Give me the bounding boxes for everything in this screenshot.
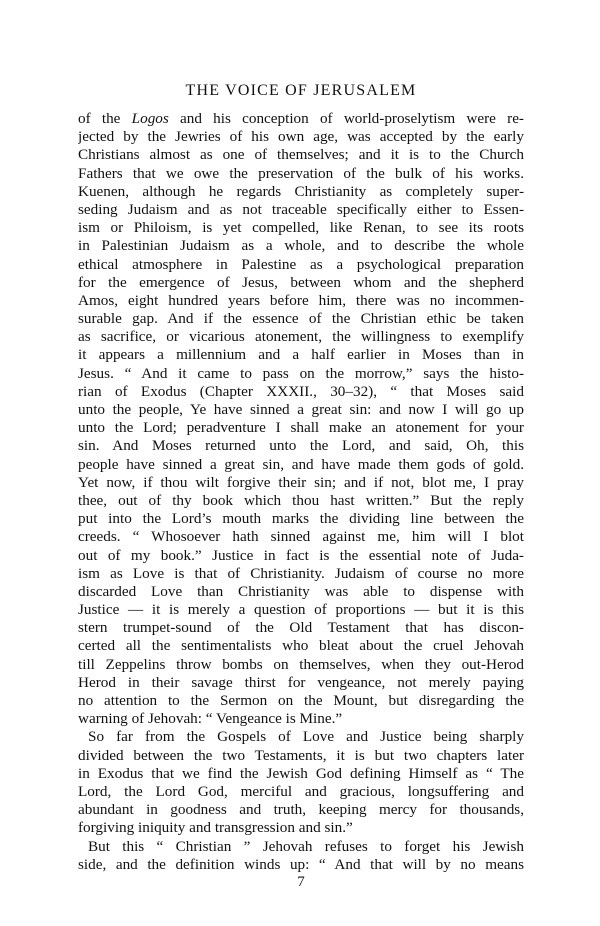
text-line: surable gap. And if the essence of the Christian ethic be taken <box>78 310 524 328</box>
text-line: as sacrifice, or vicarious atonement, the willingness to exemplify <box>78 328 524 346</box>
text-line: seding Judaism and as not traceable specifically either to Essen- <box>78 200 524 218</box>
page-number: 7 <box>297 873 305 890</box>
text-line: in Palestinian Judaism as a whole, and to describe the whole <box>78 237 524 255</box>
text-line: discarded Love than Christianity was able to dispense with <box>78 582 524 600</box>
text-line: thee, out of thy book which thou hast written.” But the reply <box>78 491 524 509</box>
text-line: unto the people, Ye have sinned a great sin: and now I will go up <box>78 401 524 418</box>
text-line: sin. And Moses returned unto the Lord, and said, Oh, this <box>78 437 524 455</box>
text-line: But this “ Christian ” Jehovah refuses to forget his Jewish <box>88 837 524 855</box>
text-line: divided between the two Testaments, it is but two chapters later <box>78 746 524 764</box>
text-line: creeds. “ Whosoever hath sinned against me, him will I blot <box>78 528 524 546</box>
text-line: out of my book.” Justice in fact is the essential note of Juda- <box>78 546 524 564</box>
text-line: Lord, the Lord God, merciful and gracious, longsuffering and <box>78 782 524 800</box>
text-line: Jesus. “ And it came to pass on the morrow,” says the histo- <box>78 364 524 382</box>
text-line: certed all the sentimentalists who bleat about the cruel Jehovah <box>78 637 524 655</box>
book-page <box>78 82 524 891</box>
text-line: warning of Jehovah: “ Vengeance is Mine.” <box>78 710 343 728</box>
text-line: for the emergence of Jesus, between whom and the shepherd <box>78 273 524 291</box>
text-line: abundant in goodness and truth, keeping mercy for thousands, <box>78 801 524 819</box>
text-line: So far from the Gospels of Love and Justice being sharply <box>88 728 524 746</box>
text-line: ism or Philoism, is yet compelled, like Renan, to see its roots <box>78 219 524 237</box>
text-line: Christians almost as one of themselves; and it is to the Church <box>78 146 524 164</box>
text-line: stern trumpet-sound of the Old Testament that has discon- <box>78 619 524 637</box>
text-line: unto the Lord; peradventure I shall make an atonement for your <box>78 419 524 437</box>
italic-term: Logos <box>131 110 169 127</box>
text-line: Yet now, if thou wilt forgive their sin; and if not, blot me, I pray <box>78 473 524 491</box>
text-line: it appears a millennium and a half earlier in Moses than in <box>78 346 524 364</box>
text-line: Kuenen, although he regards Christianity as completely super- <box>78 182 524 200</box>
text-line: people have sinned a great sin, and have made them gods of gold. <box>78 455 524 473</box>
text-line: Justice — it is merely a question of proportions — but it is this <box>78 601 524 619</box>
text-line: jected by the Jewries of his own age, was accepted by the early <box>78 128 524 146</box>
text-line: till Zeppelins throw bombs on themselves, when they out-Herod <box>78 655 524 673</box>
text-line: forgiving iniquity and transgression and sin.” <box>78 819 353 837</box>
text-line: Amos, eight hundred years before him, there was no incommen- <box>78 291 524 309</box>
running-head: THE VOICE OF JERUSALEM <box>185 82 417 99</box>
text-line: Fathers that we owe the preservation of the bulk of his works. <box>78 164 524 182</box>
text-line: Herod in their savage thirst for vengeance, not merely paying <box>78 673 524 691</box>
text-line: put into the Lord’s mouth marks the dividing line between the <box>78 510 524 528</box>
text-line: in Exodus that we find the Jewish God defining Himself as “ The <box>78 764 524 782</box>
text-line: no attention to the Sermon on the Mount, but disregarding the <box>78 692 524 709</box>
text-line: side, and the definition winds up: “ And that will by no means <box>78 855 524 873</box>
text-line: ism as Love is that of Christianity. Judaism of course no more <box>78 564 524 582</box>
text-line: ethical atmosphere in Palestine as a psychological preparation <box>78 255 524 273</box>
text-line: of the Logos and his conception of world-proselytism were re- <box>78 110 524 127</box>
text-line: rian of Exodus (Chapter XXXII., 30–32), “ that Moses said <box>78 382 524 400</box>
body-text <box>78 110 524 874</box>
